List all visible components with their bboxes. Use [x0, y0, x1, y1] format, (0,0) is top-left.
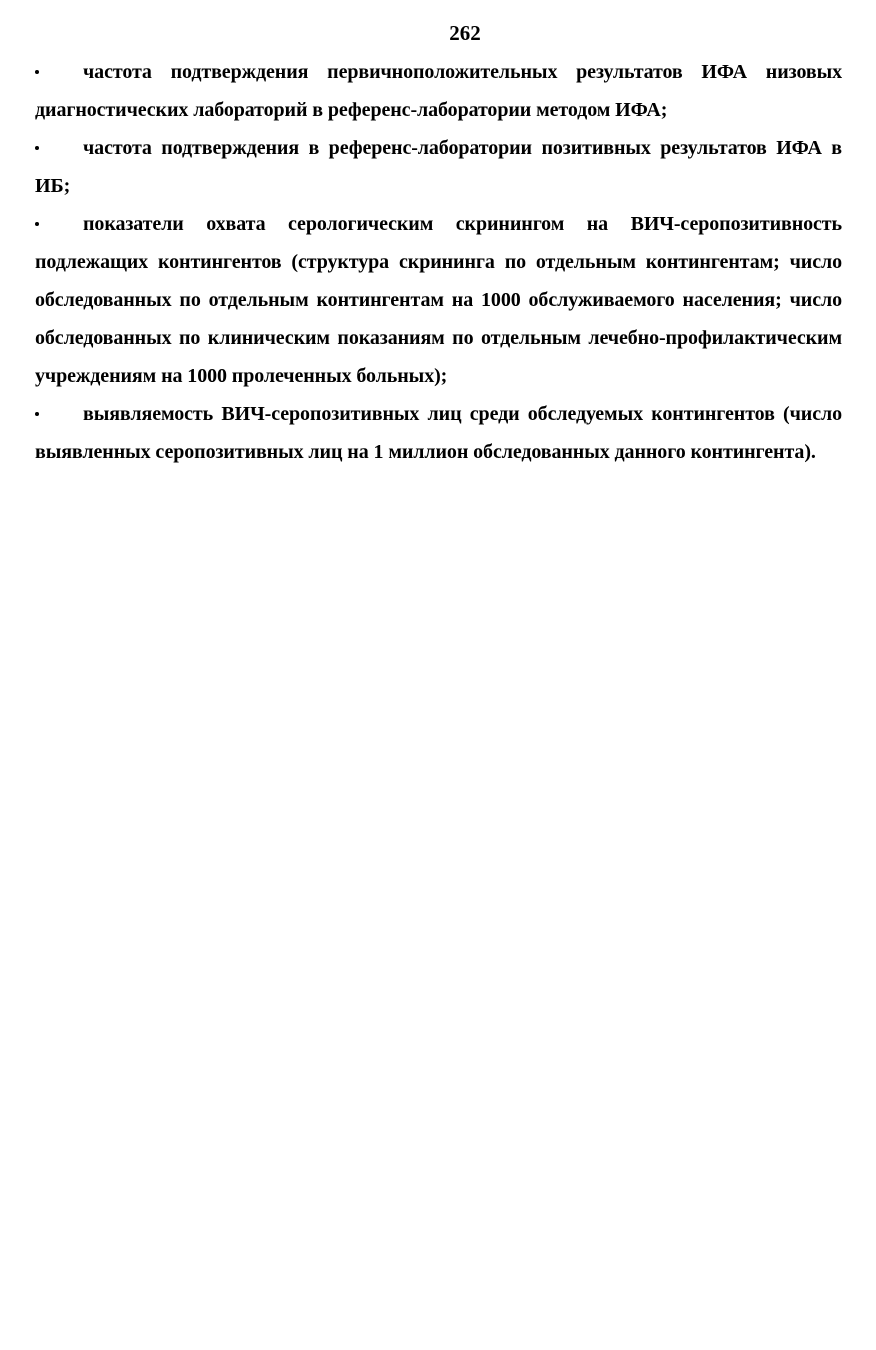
bullet-icon: [35, 53, 83, 91]
page-number: 262: [449, 21, 481, 45]
bullet-item: [35, 395, 842, 471]
bullet-text: частота подтверждения в референс-лаборатории позитивных результатов ИФА в ИБ;: [35, 137, 842, 197]
bullet-item: [35, 129, 842, 205]
bullet-text: выявляемость ВИЧ-серопозитивных лиц среди обследуемых контингентов (число выявленных серопозитивных лиц на 1 миллион обследованных данного контингента).: [35, 403, 842, 463]
document-body: [35, 53, 842, 471]
bullet-text: частота подтверждения первичноположительных результатов ИФА низовых диагностических лабораторий в референс-лаборатории методом ИФА;: [35, 61, 842, 121]
bullet-item: [35, 53, 842, 129]
bullet-item: [35, 205, 842, 395]
bullet-icon: [35, 205, 83, 243]
bullet-icon: [35, 395, 83, 433]
bullet-text: показатели охвата серологическим скринингом на ВИЧ-серопозитивность подлежащих контингентов (структура скрининга по отдельным контингентам; число обследованных по отдельным контингентам на 1000 обслуживаемого населения; число обследованных по клиническим показаниям по отдельным лечебно-профилактическим учреждениям на 1000 пролеченных больных);: [35, 213, 842, 387]
bullet-icon: [35, 129, 83, 167]
